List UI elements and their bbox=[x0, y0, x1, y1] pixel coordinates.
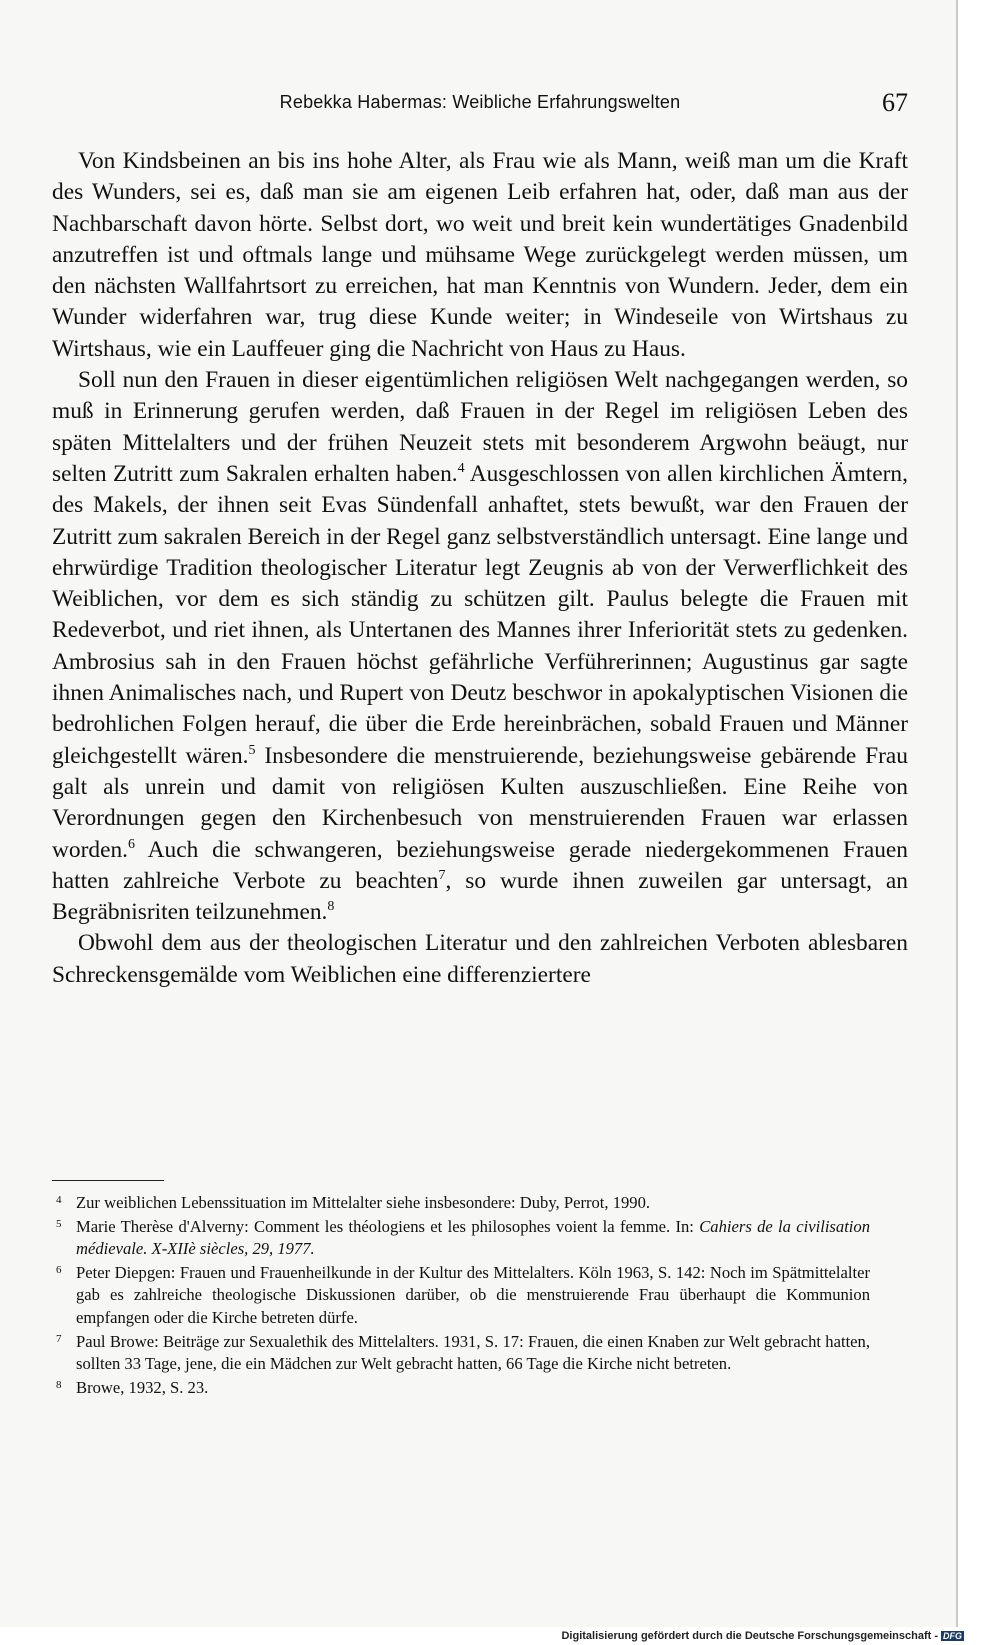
digitization-note: Digitalisierung gefördert durch die Deutsche Forschungsgemeinschaft - bbox=[561, 1630, 938, 1642]
digitization-footer bbox=[561, 1630, 964, 1642]
footnote-mark: 4 bbox=[56, 1194, 62, 1206]
footnote-ref-4: 4 bbox=[457, 460, 465, 476]
footnote-text: Peter Diepgen: Frauen und Frauenheilkunde in der Kultur des Mittelalters. Köln 1963, S. 142: Noch im Spätmittelalter gab es zahlreiche theologische Diskussionen darüber, ob die menstruierende Frau überhaupt die Kommunion empfangen oder die Kirche betreten dürfe. bbox=[76, 1262, 870, 1327]
body-text bbox=[52, 146, 908, 991]
dfg-logo: DFG bbox=[943, 1631, 962, 1641]
paragraph-3: Obwohl dem aus der theologischen Literatur und den zahlreichen Verboten ablesbaren Schreckensgemälde vom Weiblichen eine differenziertere bbox=[52, 930, 908, 988]
footnote-mark: 8 bbox=[56, 1378, 62, 1391]
paragraph-1: Von Kindsbeinen an bis ins hohe Alter, als Frau wie als Mann, weiß man um die Kraft des Wunders, sei es, daß man sie am eigenen Leib erfahren hat, oder, daß man aus der Nachbarschaft davon hörte. Selbst dort, wo weit und breit kein wundertätiges Gnadenbild anzutreffen ist und oftmals lange und mühsame Wege zurückgelegt werden müssen, um den nächsten Wallfahrtsort zu erreichen, hat man Kenntnis von Wundern. Jeder, dem ein Wunder widerfahren war, trug diese Kunde weiter; in Windeseile von Wirtshaus zu Wirtshaus, wie ein Lauffeuer ging die Nachricht von Haus zu Haus. bbox=[52, 148, 908, 362]
paragraph-2-part-1: Soll nun den Frauen in dieser eigentümlichen religiösen Welt nachgegangen werden, so muß in Erinnerung gerufen werden, daß Frauen in der Regel im religiösen Leben des späten Mittelalters und der frühen Neuzeit stets mit besonderem Argwohn beäugt, nur selten Zutritt zum Sakralen erhalten haben. bbox=[52, 367, 908, 487]
footnote-mark: 5 bbox=[56, 1217, 62, 1230]
footnote-text: Paul Browe: Beiträge zur Sexualethik des Mittelalters. 1931, S. 17: Frauen, die einen Knaben zur Welt gebracht hatten, sollten 33 Tage, jene, die ein Mädchen zur Welt gebracht hatten, 66 Tage die Kirche nicht betreten. bbox=[76, 1331, 870, 1374]
footnote-8 bbox=[52, 1377, 870, 1400]
footnote-5 bbox=[52, 1216, 870, 1261]
footnote-mark: 7 bbox=[56, 1332, 62, 1345]
footnote-ref-6: 6 bbox=[128, 836, 135, 852]
page-number: 67 bbox=[882, 88, 908, 117]
footnote-divider bbox=[52, 1180, 164, 1181]
footnotes bbox=[52, 1192, 870, 1400]
paragraph-2-part-5: , so wurde ihnen zuweilen gar untersagt, an Begräbnisriten teilzunehmen. bbox=[52, 867, 908, 926]
footnote-text: Marie Therèse d'Alverny: Comment les théologiens et les philosophes voient la femme. In: bbox=[76, 1216, 700, 1236]
paragraph-2-part-4: Auch die schwangeren, beziehungsweise gerade niedergekommenen Frauen hatten zahlreiche Verbote zu beachten bbox=[52, 836, 908, 894]
footnote-ref-8: 8 bbox=[327, 899, 335, 915]
page-header bbox=[52, 88, 908, 118]
paragraph-2-part-3: Insbesondere die menstruierende, beziehungsweise gebärende Frau galt als unrein und damit von religiösen Kulten auszuschließen. Eine Reihe von Verordnungen gegen den Kirchenbesuch von menstruierenden Frauen war erlassen worden. bbox=[52, 742, 908, 863]
footnote-text: Zur weiblichen Lebenssituation im Mittelalter siehe insbesondere: Duby, Perrot, 1990. bbox=[76, 1193, 651, 1212]
footnote-4 bbox=[52, 1192, 870, 1215]
footnote-italic-citation: Cahiers de la civilisation médievale. X-XIIè siècles, 29, 1977. bbox=[76, 1216, 871, 1259]
running-title: Rebekka Habermas: Weibliche Erfahrungswelten bbox=[279, 92, 681, 112]
paragraph-2 bbox=[52, 365, 908, 928]
footnote-mark: 6 bbox=[56, 1263, 62, 1276]
footnote-ref-5: 5 bbox=[248, 742, 256, 758]
footnote-ref-7: 7 bbox=[438, 867, 446, 883]
paragraph-2-part-2: Ausgeschlossen von allen kirchlichen Ämtern, des Makels, der ihnen seit Evas Sündenfall anhaftet, stets bewußt, war den Frauen der Zutritt zum sakralen Bereich in der Regel ganz selbstverständlich untersagt. Eine lange und ehrwürdige Tradition theologischer Literatur legt Zeugnis ab von der Verwerflichkeit des Weiblichen, vor dem es sich ständig zu schützen gilt. Paulus belegte die Frauen mit Redeverbot, und riet ihnen, als Untertanen des Mannes ihrer Inferiorität stets zu gedenken. Ambrosius sah in den Frauen höchst gefährliche Verführerinnen; Augustinus gar sagte ihnen Animalisches nach, und Rupert von Deutz beschwor in apokalyptischen Visionen die bedrohlichen Folgen herauf, die über die Erde hereinbrächen, sobald Frauen und Männer gleichgestellt wären. bbox=[52, 460, 908, 769]
footnote-text: Browe, 1932, S. 23. bbox=[76, 1377, 209, 1397]
footnote-7 bbox=[52, 1331, 870, 1376]
footnote-6 bbox=[52, 1262, 870, 1330]
